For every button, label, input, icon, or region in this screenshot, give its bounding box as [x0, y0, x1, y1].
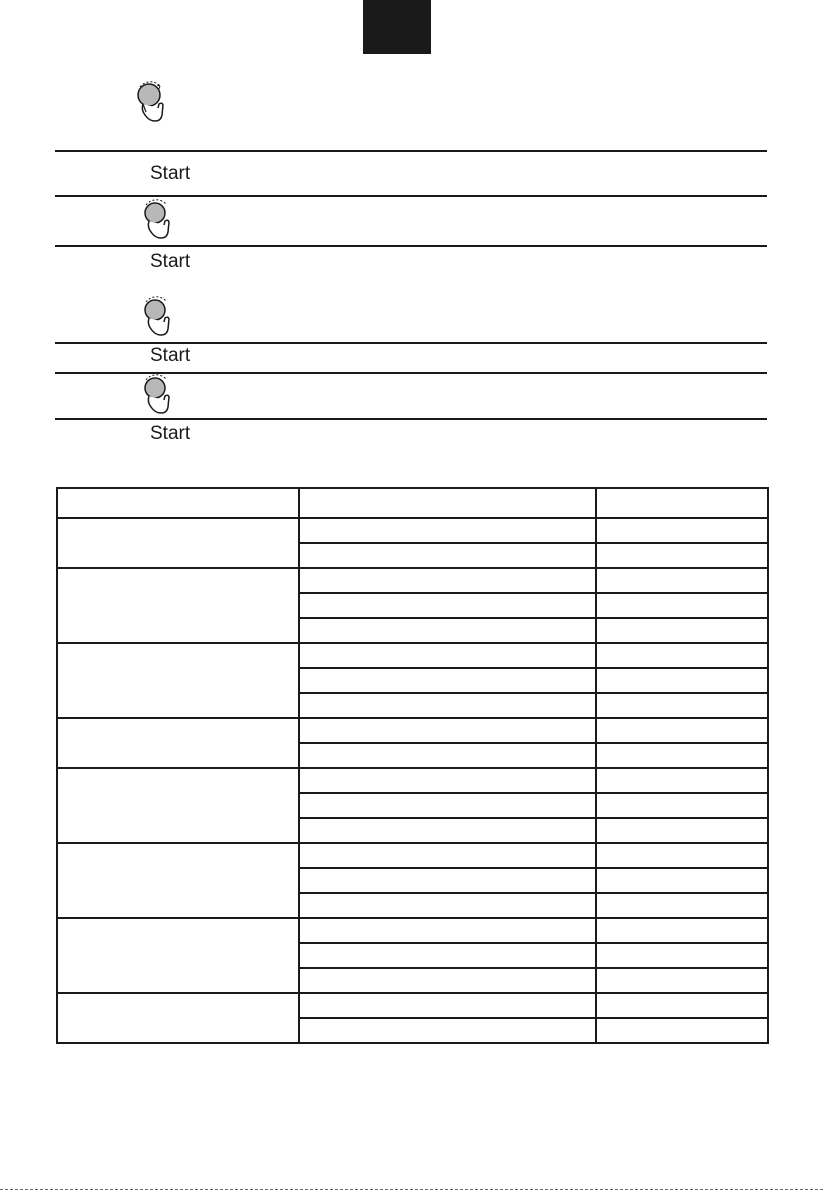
table-cell: [299, 593, 596, 618]
table-cell: [299, 668, 596, 693]
table-row: [57, 768, 768, 793]
step-divider: [55, 245, 767, 247]
table-cell: [299, 568, 596, 593]
start-button-label: Start: [150, 423, 191, 444]
table-row: [57, 518, 768, 543]
table-cell: [596, 943, 768, 968]
table-cell: [299, 843, 596, 868]
table-group-label: [57, 643, 299, 718]
table-cell: [596, 993, 768, 1018]
table-header-cell: [299, 488, 596, 518]
start-button-label: Start: [150, 251, 191, 272]
start-button-label: Start: [150, 163, 191, 184]
step-divider: [55, 150, 767, 152]
table-cell: [596, 593, 768, 618]
table-header-cell: [57, 488, 299, 518]
table-cell: [596, 1018, 768, 1043]
table-cell: [299, 693, 596, 718]
table-cell: [299, 943, 596, 968]
table-header-cell: [596, 488, 768, 518]
settings-table: [56, 487, 769, 1044]
table-cell: [596, 543, 768, 568]
table-row: [57, 718, 768, 743]
page-trim-line: [0, 1189, 823, 1190]
table-cell: [299, 793, 596, 818]
table-group-label: [57, 718, 299, 768]
table-cell: [299, 993, 596, 1018]
dial-turn-icon: [140, 295, 174, 341]
table-cell: [596, 868, 768, 893]
step-divider: [55, 418, 767, 420]
table-cell: [596, 968, 768, 993]
table-row: [57, 993, 768, 1018]
table-cell: [299, 518, 596, 543]
table-cell: [596, 918, 768, 943]
table-cell: [299, 643, 596, 668]
table-cell: [299, 618, 596, 643]
table-cell: [596, 568, 768, 593]
table-cell: [299, 768, 596, 793]
table-header-row: [57, 488, 768, 518]
start-button-label: Start: [150, 345, 191, 366]
table-row: [57, 643, 768, 668]
table-cell: [299, 818, 596, 843]
table-cell: [299, 868, 596, 893]
table-row: [57, 568, 768, 593]
table-cell: [596, 618, 768, 643]
table-row: [57, 918, 768, 943]
table-cell: [596, 768, 768, 793]
table-cell: [596, 893, 768, 918]
table-cell: [596, 693, 768, 718]
dial-turn-icon: [140, 198, 174, 244]
table-cell: [596, 643, 768, 668]
table-row: [57, 843, 768, 868]
table-group-label: [57, 518, 299, 568]
table-cell: [299, 893, 596, 918]
table-cell: [299, 718, 596, 743]
step-divider: [55, 342, 767, 344]
table-cell: [596, 668, 768, 693]
table-cell: [596, 718, 768, 743]
table-cell: [299, 968, 596, 993]
dial-turn-icon: [134, 80, 168, 126]
table-cell: [596, 743, 768, 768]
table-cell: [596, 818, 768, 843]
table-cell: [299, 1018, 596, 1043]
table-group-label: [57, 843, 299, 918]
table-cell: [299, 918, 596, 943]
table-group-label: [57, 568, 299, 643]
page-tab-marker: [363, 0, 431, 54]
table-group-label: [57, 993, 299, 1043]
table-cell: [299, 543, 596, 568]
table-cell: [596, 793, 768, 818]
table-group-label: [57, 918, 299, 993]
table-cell: [596, 843, 768, 868]
dial-turn-icon: [140, 373, 174, 419]
step-divider: [55, 195, 767, 197]
table-cell: [299, 743, 596, 768]
table-group-label: [57, 768, 299, 843]
table-cell: [596, 518, 768, 543]
